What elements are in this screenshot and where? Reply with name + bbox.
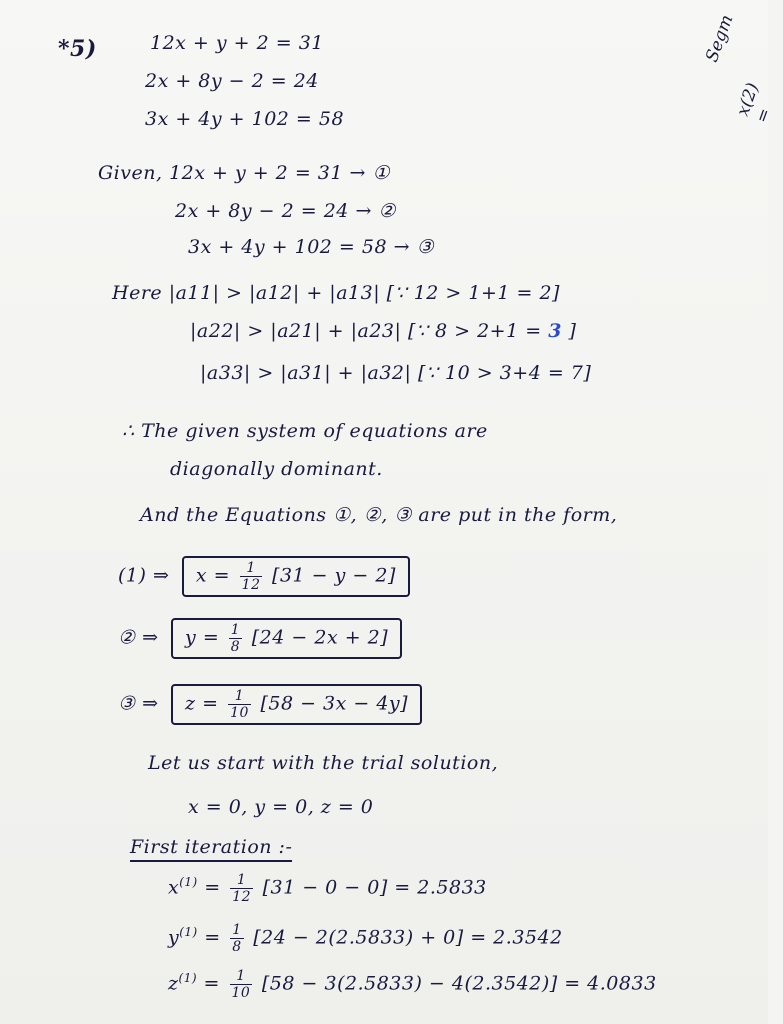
form-row-2 bbox=[118, 618, 402, 659]
given-eq-3: 3x + 4y + 102 = 58 bbox=[188, 236, 388, 258]
iter-y-fraction: $\frac{1}{8}$ bbox=[232, 922, 242, 955]
dominance-reason-3: [∵ 10 > 3+4 = 7] bbox=[417, 362, 592, 384]
highlight-correction: 3 bbox=[548, 320, 562, 342]
eq-ref-2: → ② bbox=[355, 200, 396, 222]
form-ref-2: ② ⇒ bbox=[118, 626, 159, 649]
form-fraction-1: $\frac{1}{12}$ bbox=[241, 560, 261, 593]
form-ref-3: ③ ⇒ bbox=[118, 692, 159, 715]
system-eq-1: 12x + y + 2 = 31 bbox=[150, 32, 324, 54]
side-text-seg: Segm bbox=[702, 12, 738, 65]
form-row-1 bbox=[118, 556, 410, 597]
dominance-reason-1: [∵ 12 > 1+1 = 2] bbox=[386, 282, 560, 304]
form-box-3: z = $\frac{1}{10}$ [58 − 3x − 4y] bbox=[171, 684, 422, 725]
conclusion-line-3: And the Equations ①, ②, ③ are put in the form, bbox=[140, 504, 618, 526]
conclusion-line-1: ∴ The given system of equations are bbox=[122, 420, 488, 442]
dominance-row-2 bbox=[190, 320, 576, 342]
form-row-3 bbox=[118, 684, 422, 725]
given-eq-1: 12x + y + 2 = 31 bbox=[169, 162, 343, 184]
given-row-2 bbox=[175, 200, 396, 222]
dominance-reason-2: [∵ 8 > 2+1 = 3 ] bbox=[407, 320, 577, 342]
form-box-2: y = $\frac{1}{8}$ [24 − 2x + 2] bbox=[171, 618, 402, 659]
form-box-1: x = $\frac{1}{12}$ [31 − y − 2] bbox=[182, 556, 410, 597]
iter-y-row: $y^{(1)}$ = $\frac{1}{8}$ [24 − 2(2.5833) + 0] = 2.3542 bbox=[168, 922, 563, 955]
system-eq-2: 2x + 8y − 2 = 24 bbox=[145, 70, 319, 92]
iter-x-fraction: $\frac{1}{12}$ bbox=[232, 872, 252, 905]
here-label: Here bbox=[112, 282, 163, 304]
dominance-cond-1: |a11| > |a12| + |a13| bbox=[168, 282, 381, 304]
eq-ref-1: → ① bbox=[349, 162, 390, 184]
trial-values: x = 0, y = 0, z = 0 bbox=[188, 796, 374, 818]
dominance-row-1 bbox=[112, 282, 560, 304]
iteration-heading: First iteration :- bbox=[130, 836, 292, 858]
dominance-cond-3: |a33| > |a31| + |a32| bbox=[200, 362, 412, 384]
problem-number: *5) bbox=[58, 36, 97, 62]
iter-z-fraction: $\frac{1}{10}$ bbox=[231, 968, 251, 1001]
eq-ref-3: → ③ bbox=[393, 236, 435, 258]
conclusion-line-2: diagonally dominant. bbox=[170, 458, 383, 480]
given-label: Given, bbox=[98, 162, 163, 184]
dominance-row-3 bbox=[200, 362, 591, 384]
given-row-1 bbox=[98, 162, 390, 184]
trial-line: Let us start with the trial solution, bbox=[148, 752, 499, 774]
given-row-3 bbox=[188, 236, 434, 258]
side-text-x2: x(2) = bbox=[733, 80, 776, 126]
iter-x-row: $x^{(1)}$ = $\frac{1}{12}$ [31 − 0 − 0] = 2.5833 bbox=[168, 872, 487, 905]
form-fraction-3: $\frac{1}{10}$ bbox=[230, 688, 249, 721]
form-fraction-2: $\frac{1}{8}$ bbox=[230, 622, 241, 655]
system-eq-3: 3x + 4y + 102 = 58 bbox=[145, 108, 345, 130]
dominance-cond-2: |a22| > |a21| + |a23| bbox=[190, 320, 402, 342]
form-ref-1: (1) ⇒ bbox=[118, 564, 170, 587]
given-eq-2: 2x + 8y − 2 = 24 bbox=[175, 200, 349, 222]
iter-z-row: $z^{(1)}$ = $\frac{1}{10}$ [58 − 3(2.5833) − 4(2.3542)] = 4.0833 bbox=[168, 968, 657, 1001]
